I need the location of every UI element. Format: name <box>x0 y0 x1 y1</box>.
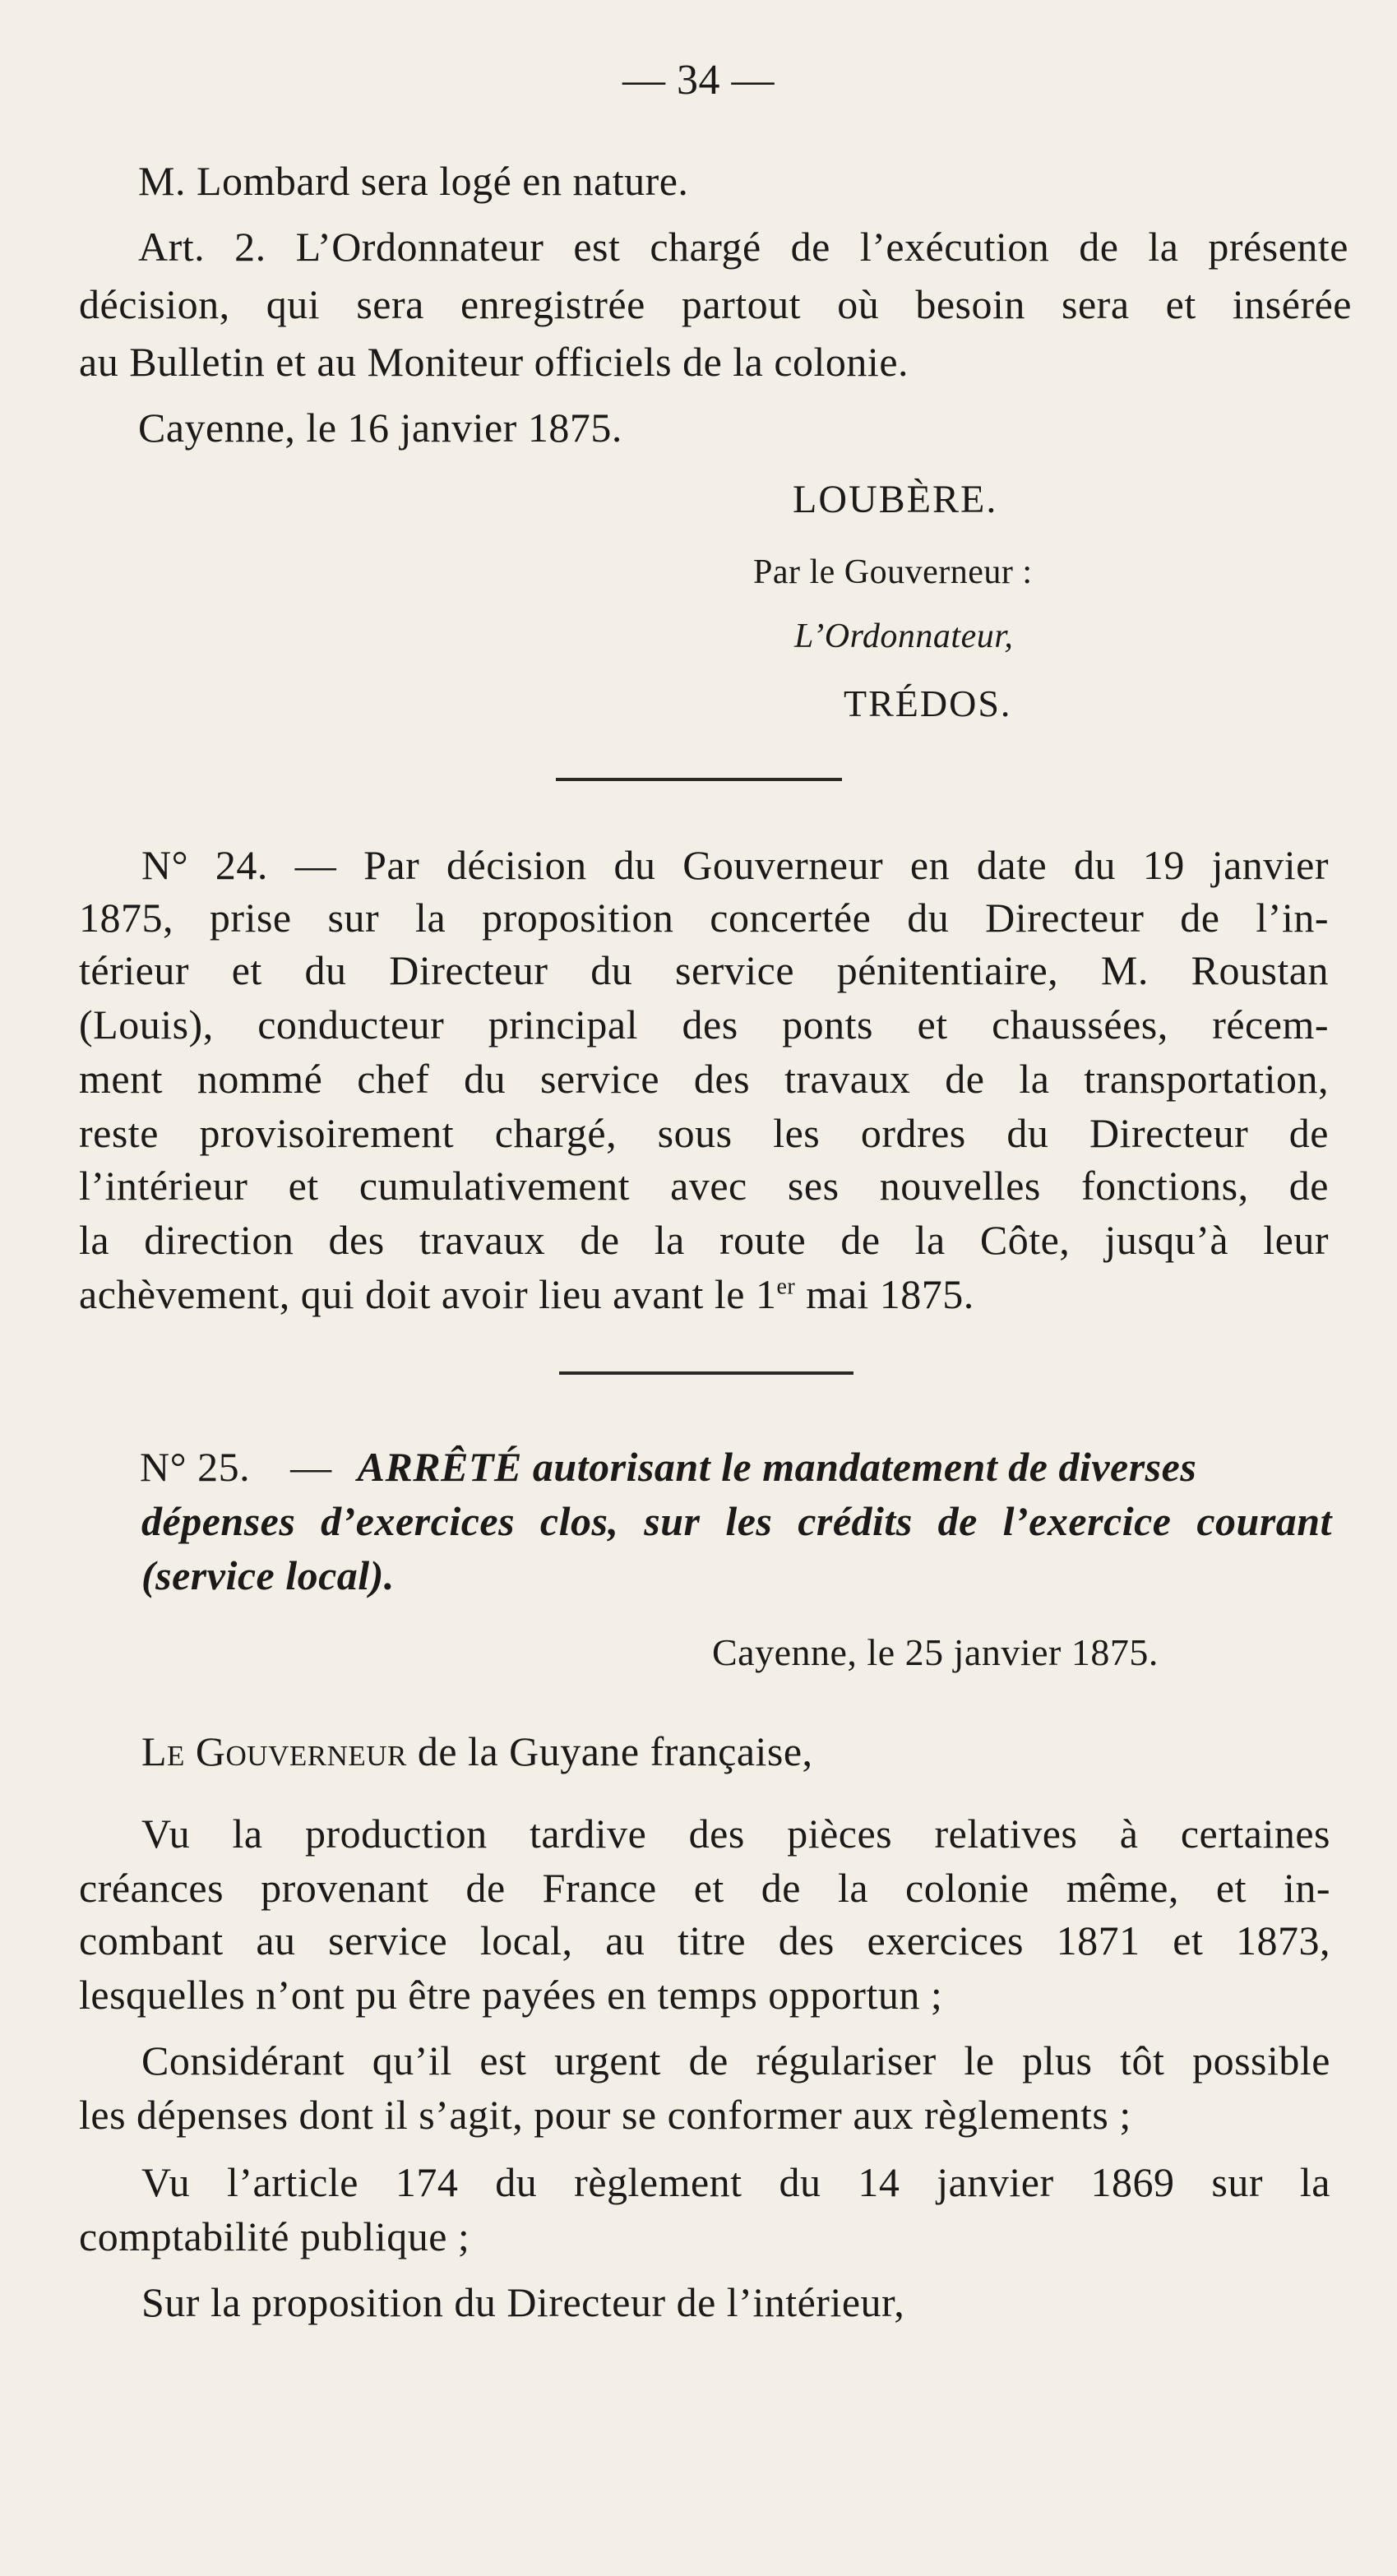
text-line: lesquelles n’ont pu être payées en temps opportun ; <box>79 1972 943 2018</box>
signature-name: LOUBÈRE. <box>793 478 998 521</box>
preamble-line <box>141 1727 813 1776</box>
text-line: N° 24. — Par décision du Gouverneur en date du 19 janvier <box>141 842 1329 888</box>
text-line: la direction des travaux de la route de la Côte, jusqu’à leur <box>79 1217 1329 1263</box>
text-line: reste provisoirement chargé, sous les ordres du Directeur de <box>79 1110 1329 1156</box>
text-line: l’intérieur et cumulativement avec ses nouvelles fonctions, de <box>79 1163 1329 1209</box>
text-line <box>79 1270 974 1319</box>
text-line: Sur la proposition du Directeur de l’intérieur, <box>141 2279 905 2325</box>
signature-title: Par le Gouverneur : <box>753 553 1033 591</box>
text-fragment: mai 1875. <box>795 1271 974 1317</box>
text-fragment: de la Guyane française, <box>406 1728 813 1774</box>
signature-name: TRÉDOS. <box>844 682 1012 724</box>
page-number: — 34 — <box>622 57 775 104</box>
text-line: comptabilité publique ; <box>79 2213 470 2259</box>
gouverneur-label: Le Gouverneur <box>141 1728 407 1774</box>
decree-dash: — <box>290 1444 332 1490</box>
signature-role: L’Ordonnateur, <box>794 617 1014 655</box>
text-line: M. Lombard sera logé en nature. <box>138 158 689 204</box>
text-line: Vu l’article 174 du règlement du 14 janvier 1869 sur la <box>141 2159 1330 2205</box>
superscript: er <box>776 1274 796 1300</box>
text-line: Art. 2. L’Ordonnateur est chargé de l’exécution de la présente <box>138 224 1348 270</box>
separator-rule <box>556 778 842 781</box>
text-line: au Bulletin et au Moniteur officiels de la colonie. <box>79 339 909 385</box>
text-fragment: achèvement, qui doit avoir lieu avant le 1 <box>79 1271 777 1317</box>
text-line: 1875, prise sur la proposition concertée du Directeur de l’in- <box>79 895 1329 941</box>
text-line: Vu la production tardive des pièces relatives à certaines <box>141 1811 1330 1857</box>
separator-rule <box>559 1371 853 1375</box>
decree-heading-line <box>140 1442 1196 1491</box>
decree-title: ARRÊTÉ autorisant le mandatement de diverses <box>357 1444 1197 1490</box>
date-line: Cayenne, le 25 janvier 1875. <box>712 1631 1159 1673</box>
text-line: ment nommé chef du service des travaux de la transportation, <box>79 1056 1329 1102</box>
date-line: Cayenne, le 16 janvier 1875. <box>138 405 622 451</box>
text-line: Considérant qu’il est urgent de régulariser le plus tôt possible <box>141 2037 1330 2083</box>
text-line: combant au service local, au titre des exercices 1871 et 1873, <box>79 1917 1330 1963</box>
text-line: créances provenant de France et de la colonie même, et in- <box>79 1865 1330 1911</box>
text-line: les dépenses dont il s’agit, pour se conformer aux règlements ; <box>79 2092 1131 2138</box>
text-line: (Louis), conducteur principal des ponts et chaussées, récem- <box>79 1001 1329 1048</box>
decree-title-line: dépenses d’exercices clos, sur les crédits de l’exercice courant <box>141 1498 1332 1544</box>
decree-number: N° 25. <box>140 1444 251 1490</box>
text-line: térieur et du Directeur du service pénitentiaire, M. Roustan <box>79 947 1329 993</box>
text-line: décision, qui sera enregistrée partout où besoin sera et insérée <box>79 281 1352 327</box>
decree-title-line: (service local). <box>141 1552 395 1598</box>
